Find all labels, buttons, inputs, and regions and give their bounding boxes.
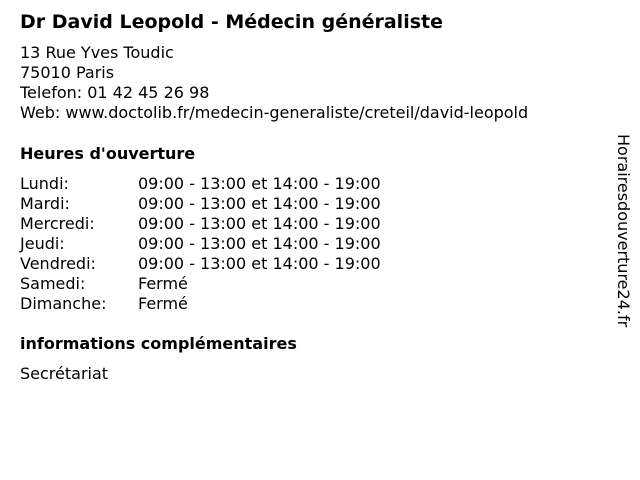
hours-day: Vendredi: bbox=[20, 254, 96, 273]
hours-time: 09:00 - 13:00 et 14:00 - 19:00 bbox=[138, 194, 381, 213]
info-text: Secrétariat bbox=[20, 364, 109, 383]
hours-table bbox=[20, 174, 381, 314]
hours-day: Dimanche: bbox=[20, 294, 107, 313]
contact-block bbox=[20, 43, 528, 123]
hours-day: Mardi: bbox=[20, 194, 70, 213]
hours-row-friday bbox=[20, 254, 381, 274]
hours-time: Fermé bbox=[138, 294, 188, 313]
hours-row-thursday bbox=[20, 234, 381, 254]
site-watermark: Horairesdouverture24.fr bbox=[614, 134, 633, 328]
hours-row-monday bbox=[20, 174, 381, 194]
info-heading: informations complémentaires bbox=[20, 334, 297, 353]
hours-row-tuesday bbox=[20, 194, 381, 214]
hours-row-wednesday bbox=[20, 214, 381, 234]
page-title: Dr David Leopold - Médecin généraliste bbox=[20, 11, 443, 33]
hours-time: 09:00 - 13:00 et 14:00 - 19:00 bbox=[138, 234, 381, 253]
hours-heading: Heures d'ouverture bbox=[20, 144, 196, 163]
hours-time: Fermé bbox=[138, 274, 188, 293]
hours-day: Mercredi: bbox=[20, 214, 95, 233]
phone-number: Telefon: 01 42 45 26 98 bbox=[20, 83, 210, 102]
hours-time: 09:00 - 13:00 et 14:00 - 19:00 bbox=[138, 214, 381, 233]
hours-day: Samedi: bbox=[20, 274, 86, 293]
hours-time: 09:00 - 13:00 et 14:00 - 19:00 bbox=[138, 174, 381, 193]
website: Web: www.doctolib.fr/medecin-generaliste/creteil/david-leopold bbox=[20, 103, 529, 122]
hours-day: Lundi: bbox=[20, 174, 69, 193]
hours-time: 09:00 - 13:00 et 14:00 - 19:00 bbox=[138, 254, 381, 273]
address-city: 75010 Paris bbox=[20, 63, 115, 82]
hours-row-sunday bbox=[20, 294, 381, 314]
hours-day: Jeudi: bbox=[20, 234, 65, 253]
address-street: 13 Rue Yves Toudic bbox=[20, 43, 174, 62]
hours-row-saturday bbox=[20, 274, 381, 294]
